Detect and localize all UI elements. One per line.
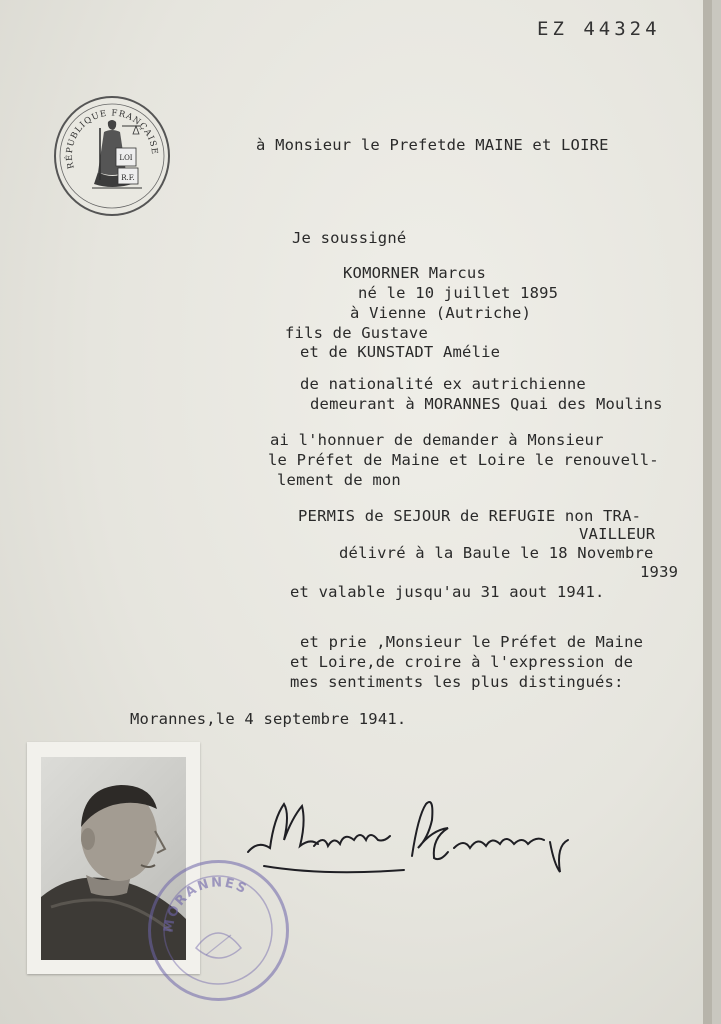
signature-strokes [240, 780, 610, 890]
republique-francaise-seal [54, 96, 170, 216]
seal-tablet-text: LOI [119, 154, 133, 162]
body-line-4: à Vienne (Autriche) [350, 304, 532, 322]
body-line-13: VAILLEUR [579, 525, 656, 543]
body-line-8: demeurant à MORANNES Quai des Moulins [310, 395, 663, 413]
place-and-date: Morannes,le 4 septembre 1941. [130, 710, 407, 728]
body-line-14: délivré à la Baule le 18 Novembre [339, 544, 654, 562]
recipient-line: à Monsieur le Prefetde MAINE et LOIRE [256, 136, 609, 154]
handwritten-signature [240, 780, 610, 890]
body-line-16: et valable jusqu'au 31 aout 1941. [290, 583, 605, 601]
page-edge [703, 0, 712, 1024]
body-line-19: mes sentiments les plus distingués: [290, 673, 624, 691]
body-line-2: KOMORNER Marcus [343, 264, 486, 282]
seal-graphic [56, 98, 168, 214]
serial-number: EZ 44324 [537, 18, 661, 40]
body-line-11: lement de mon [277, 471, 401, 489]
body-line-7: de nationalité ex autrichienne [300, 375, 586, 393]
body-line-9: ai l'honnuer de demander à Monsieur [270, 431, 604, 449]
svg-text:MORANNES [162, 875, 251, 933]
body-line-17: et prie ,Monsieur le Préfet de Maine [300, 633, 644, 651]
body-line-1: Je soussigné [292, 229, 407, 247]
seal-ring-text: RÉPUBLIQUE FRANÇAISE [64, 108, 160, 170]
body-line-15: 1939 [640, 563, 679, 581]
body-line-6: et de KUNSTADT Amélie [300, 343, 501, 361]
body-line-10: le Préfet de Maine et Loire le renouvell- [268, 451, 659, 469]
stamp-text: MORANNES [161, 875, 251, 934]
seal-monogram: R.F. [121, 174, 135, 182]
body-line-18: et Loire,de croire à l'expression de [290, 653, 634, 671]
body-line-12: PERMIS de SEJOUR de REFUGIE non TRA- [298, 507, 642, 525]
body-line-3: né le 10 juillet 1895 [358, 284, 559, 302]
body-line-5: fils de Gustave [285, 324, 428, 342]
